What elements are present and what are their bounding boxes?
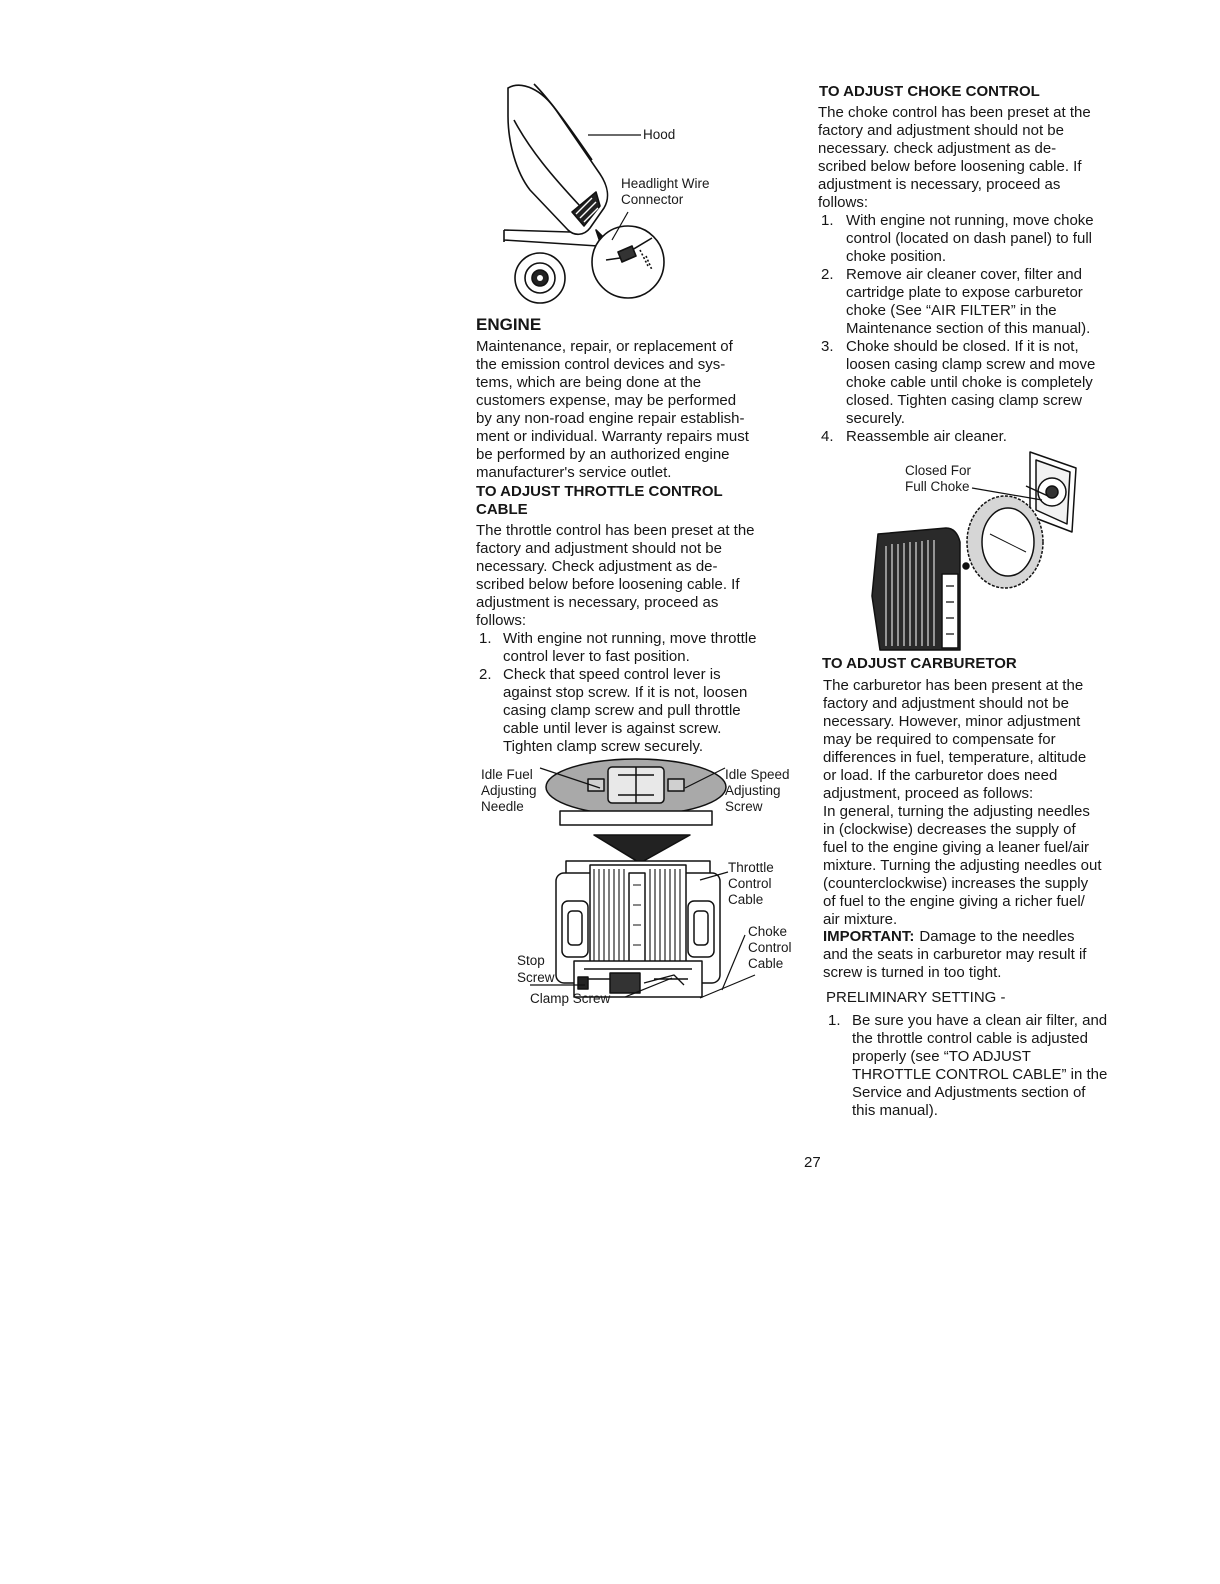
text-line: scribed below before loosening cable. If	[818, 158, 1082, 175]
text-line: or load. If the carburetor does need	[823, 767, 1058, 784]
carburetor-heading: TO ADJUST CARBURETOR	[822, 655, 1017, 672]
step-line: Service and Adjustments section of	[852, 1084, 1086, 1101]
important-first-line	[823, 928, 1086, 946]
step-line: cable until lever is against screw.	[503, 720, 722, 737]
label-line: Idle Speed	[725, 767, 790, 782]
text-line: the emission control devices and sys-	[476, 356, 726, 373]
carburetor-intro	[823, 677, 1102, 929]
text-line: Maintenance, repair, or replacement of	[476, 338, 733, 355]
text-line: fuel to the engine giving a leaner fuel/air	[823, 839, 1090, 856]
step-line: Maintenance section of this manual).	[846, 320, 1091, 337]
text-line: by any non-road engine repair establish-	[476, 410, 745, 427]
step-number: 1.	[821, 212, 834, 229]
text-line: adjustment is necessary, proceed as	[818, 176, 1061, 193]
engine-body	[556, 861, 720, 997]
text-line: in (clockwise) decreases the supply of	[823, 821, 1076, 838]
step-line: choke cable until choke is completely	[846, 374, 1093, 391]
text-span: Damage to the needles	[919, 928, 1075, 945]
choke-step-4	[818, 428, 1095, 446]
choke-steps	[818, 212, 1095, 446]
step-line: the throttle control cable is adjusted	[852, 1030, 1088, 1047]
heading-line: TO ADJUST THROTTLE CONTROL	[476, 483, 723, 500]
step-line: against stop screw. If it is not, loosen	[503, 684, 748, 701]
text-line: follows:	[818, 194, 869, 211]
text-line: necessary. check adjustment as de-	[818, 140, 1057, 157]
choke-heading: TO ADJUST CHOKE CONTROL	[819, 83, 1040, 100]
front-wheel	[515, 253, 565, 303]
label-line: Connector	[621, 192, 684, 207]
text-line: adjustment, proceed as follows:	[823, 785, 1034, 802]
choke-step-3	[818, 338, 1095, 428]
step-number: 1.	[479, 630, 492, 647]
throttle-step-1	[476, 630, 756, 666]
text-line: be performed by an authorized engine	[476, 446, 730, 463]
label-line: Adjusting	[481, 783, 537, 798]
step-line: closed. Tighten casing clamp screw	[846, 392, 1082, 409]
text-line: differences in fuel, temperature, altitude	[823, 749, 1087, 766]
text-line: may be required to compensate for	[823, 731, 1056, 748]
hood-label	[643, 127, 675, 143]
step-number: 2.	[821, 266, 834, 283]
step-number: 1.	[828, 1012, 841, 1029]
text-line: The choke control has been preset at the	[818, 104, 1091, 121]
label-line: Headlight Wire	[621, 176, 710, 191]
step-line: securely.	[846, 410, 905, 427]
step-line: choke position.	[846, 248, 947, 265]
step-line: THROTTLE CONTROL CABLE” in the	[852, 1066, 1108, 1083]
text-line: adjustment is necessary, proceed as	[476, 594, 719, 611]
label-line: Throttle	[728, 860, 774, 875]
choke-step-2	[818, 266, 1095, 338]
choke-cable-label	[748, 924, 792, 972]
label-line: Screw	[517, 970, 555, 985]
preliminary-steps	[825, 1012, 1107, 1120]
text-line: The carburetor has been present at the	[823, 677, 1084, 694]
step-line: properly (see “TO ADJUST	[852, 1048, 1031, 1065]
label-line: Cable	[728, 892, 764, 907]
important-note	[823, 928, 1086, 982]
text-line: factory and adjustment should not be	[818, 122, 1064, 139]
text-line: In general, turning the adjusting needles	[823, 803, 1090, 820]
choke-step-1	[818, 212, 1095, 266]
label-line: Adjusting	[725, 783, 781, 798]
headlight-connector-label	[621, 176, 710, 208]
choke-intro	[818, 104, 1091, 212]
step-number: 3.	[821, 338, 834, 355]
step-line: cartridge plate to expose carburetor	[846, 284, 1083, 301]
text-line: scribed below before loosening cable. If	[476, 576, 740, 593]
throttle-heading	[476, 483, 723, 519]
text-line: air mixture.	[823, 911, 898, 928]
step-line: Tighten clamp screw securely.	[503, 738, 704, 755]
step-line: Be sure you have a clean air filter, and	[852, 1012, 1108, 1029]
throttle-intro	[476, 522, 755, 630]
idle-fuel-needle-label	[481, 767, 537, 815]
text-line: and the seats in carburetor may result if	[823, 946, 1087, 963]
text-line: tems, which are being done at the	[476, 374, 702, 391]
stop-screw-label	[517, 952, 555, 986]
text-line: ment or individual. Warranty repairs must	[476, 428, 749, 445]
step-line: Reassemble air cleaner.	[846, 428, 1007, 445]
preliminary-setting-heading: PRELIMINARY SETTING -	[826, 989, 1006, 1006]
important-label: IMPORTANT:	[823, 928, 915, 945]
label-line: Stop	[517, 953, 545, 968]
label-line: Cable	[748, 956, 784, 971]
text-line: necessary. However, minor adjustment	[823, 713, 1081, 730]
text-line: The throttle control has been preset at the	[476, 522, 755, 539]
step-line: control (located on dash panel) to full	[846, 230, 1092, 247]
idle-speed-screw-label	[725, 767, 790, 815]
air-cleaner-cover	[872, 528, 960, 650]
step-line: Remove air cleaner cover, filter and	[846, 266, 1082, 283]
label-line: Screw	[725, 799, 763, 814]
page-number: 27	[804, 1154, 821, 1171]
step-number: 4.	[821, 428, 834, 445]
clamp-screw-label	[530, 991, 610, 1007]
label-line: Clamp Screw	[530, 991, 611, 1006]
text-line: follows:	[476, 612, 527, 629]
step-line: choke (See “AIR FILTER” in the	[846, 302, 1057, 319]
throttle-cable-label	[728, 860, 774, 908]
carburetor-closeup	[546, 759, 726, 825]
preliminary-step-1	[825, 1012, 1107, 1120]
magnifier-detail	[592, 226, 664, 298]
step-line: Choke should be closed. If it is not,	[846, 338, 1079, 355]
text-line: mixture. Turning the adjusting needles out	[823, 857, 1102, 874]
engine-heading: ENGINE	[476, 315, 542, 334]
label-line: Control	[748, 940, 792, 955]
label-line: Needle	[481, 799, 524, 814]
step-line: this manual).	[852, 1102, 938, 1119]
label-line: Idle Fuel	[481, 767, 533, 782]
step-line: With engine not running, move choke	[846, 212, 1094, 229]
text-line: customers expense, may be performed	[476, 392, 737, 409]
step-line: control lever to fast position.	[503, 648, 690, 665]
hood-label-text: Hood	[643, 127, 676, 142]
label-line: Closed For	[905, 463, 972, 478]
text-line: (counterclockwise) increases the supply	[823, 875, 1089, 892]
foam-filter-ring	[967, 496, 1043, 588]
text-line: factory and adjustment should not be	[476, 540, 722, 557]
step-line: loosen casing clamp screw and move	[846, 356, 1096, 373]
closed-full-choke-label	[905, 463, 971, 495]
text-line: of fuel to the engine giving a richer fuel/	[823, 893, 1085, 910]
engine-paragraph	[476, 338, 749, 482]
step-line: casing clamp screw and pull throttle	[503, 702, 741, 719]
label-line: Full Choke	[905, 479, 970, 494]
label-line: Control	[728, 876, 772, 891]
throttle-steps	[476, 630, 756, 756]
text-line: necessary. Check adjustment as de-	[476, 558, 718, 575]
zoom-arrow	[594, 835, 690, 863]
step-line: With engine not running, move throttle	[503, 630, 757, 647]
connector-dot	[963, 563, 969, 569]
text-line: manufacturer's service outlet.	[476, 464, 672, 481]
step-line: Check that speed control lever is	[503, 666, 721, 683]
text-line: screw is turned in too tight.	[823, 964, 1002, 981]
throttle-step-2	[476, 666, 756, 756]
label-line: Choke	[748, 924, 788, 939]
heading-line: CABLE	[476, 501, 528, 518]
text-line: factory and adjustment should not be	[823, 695, 1069, 712]
step-number: 2.	[479, 666, 492, 683]
